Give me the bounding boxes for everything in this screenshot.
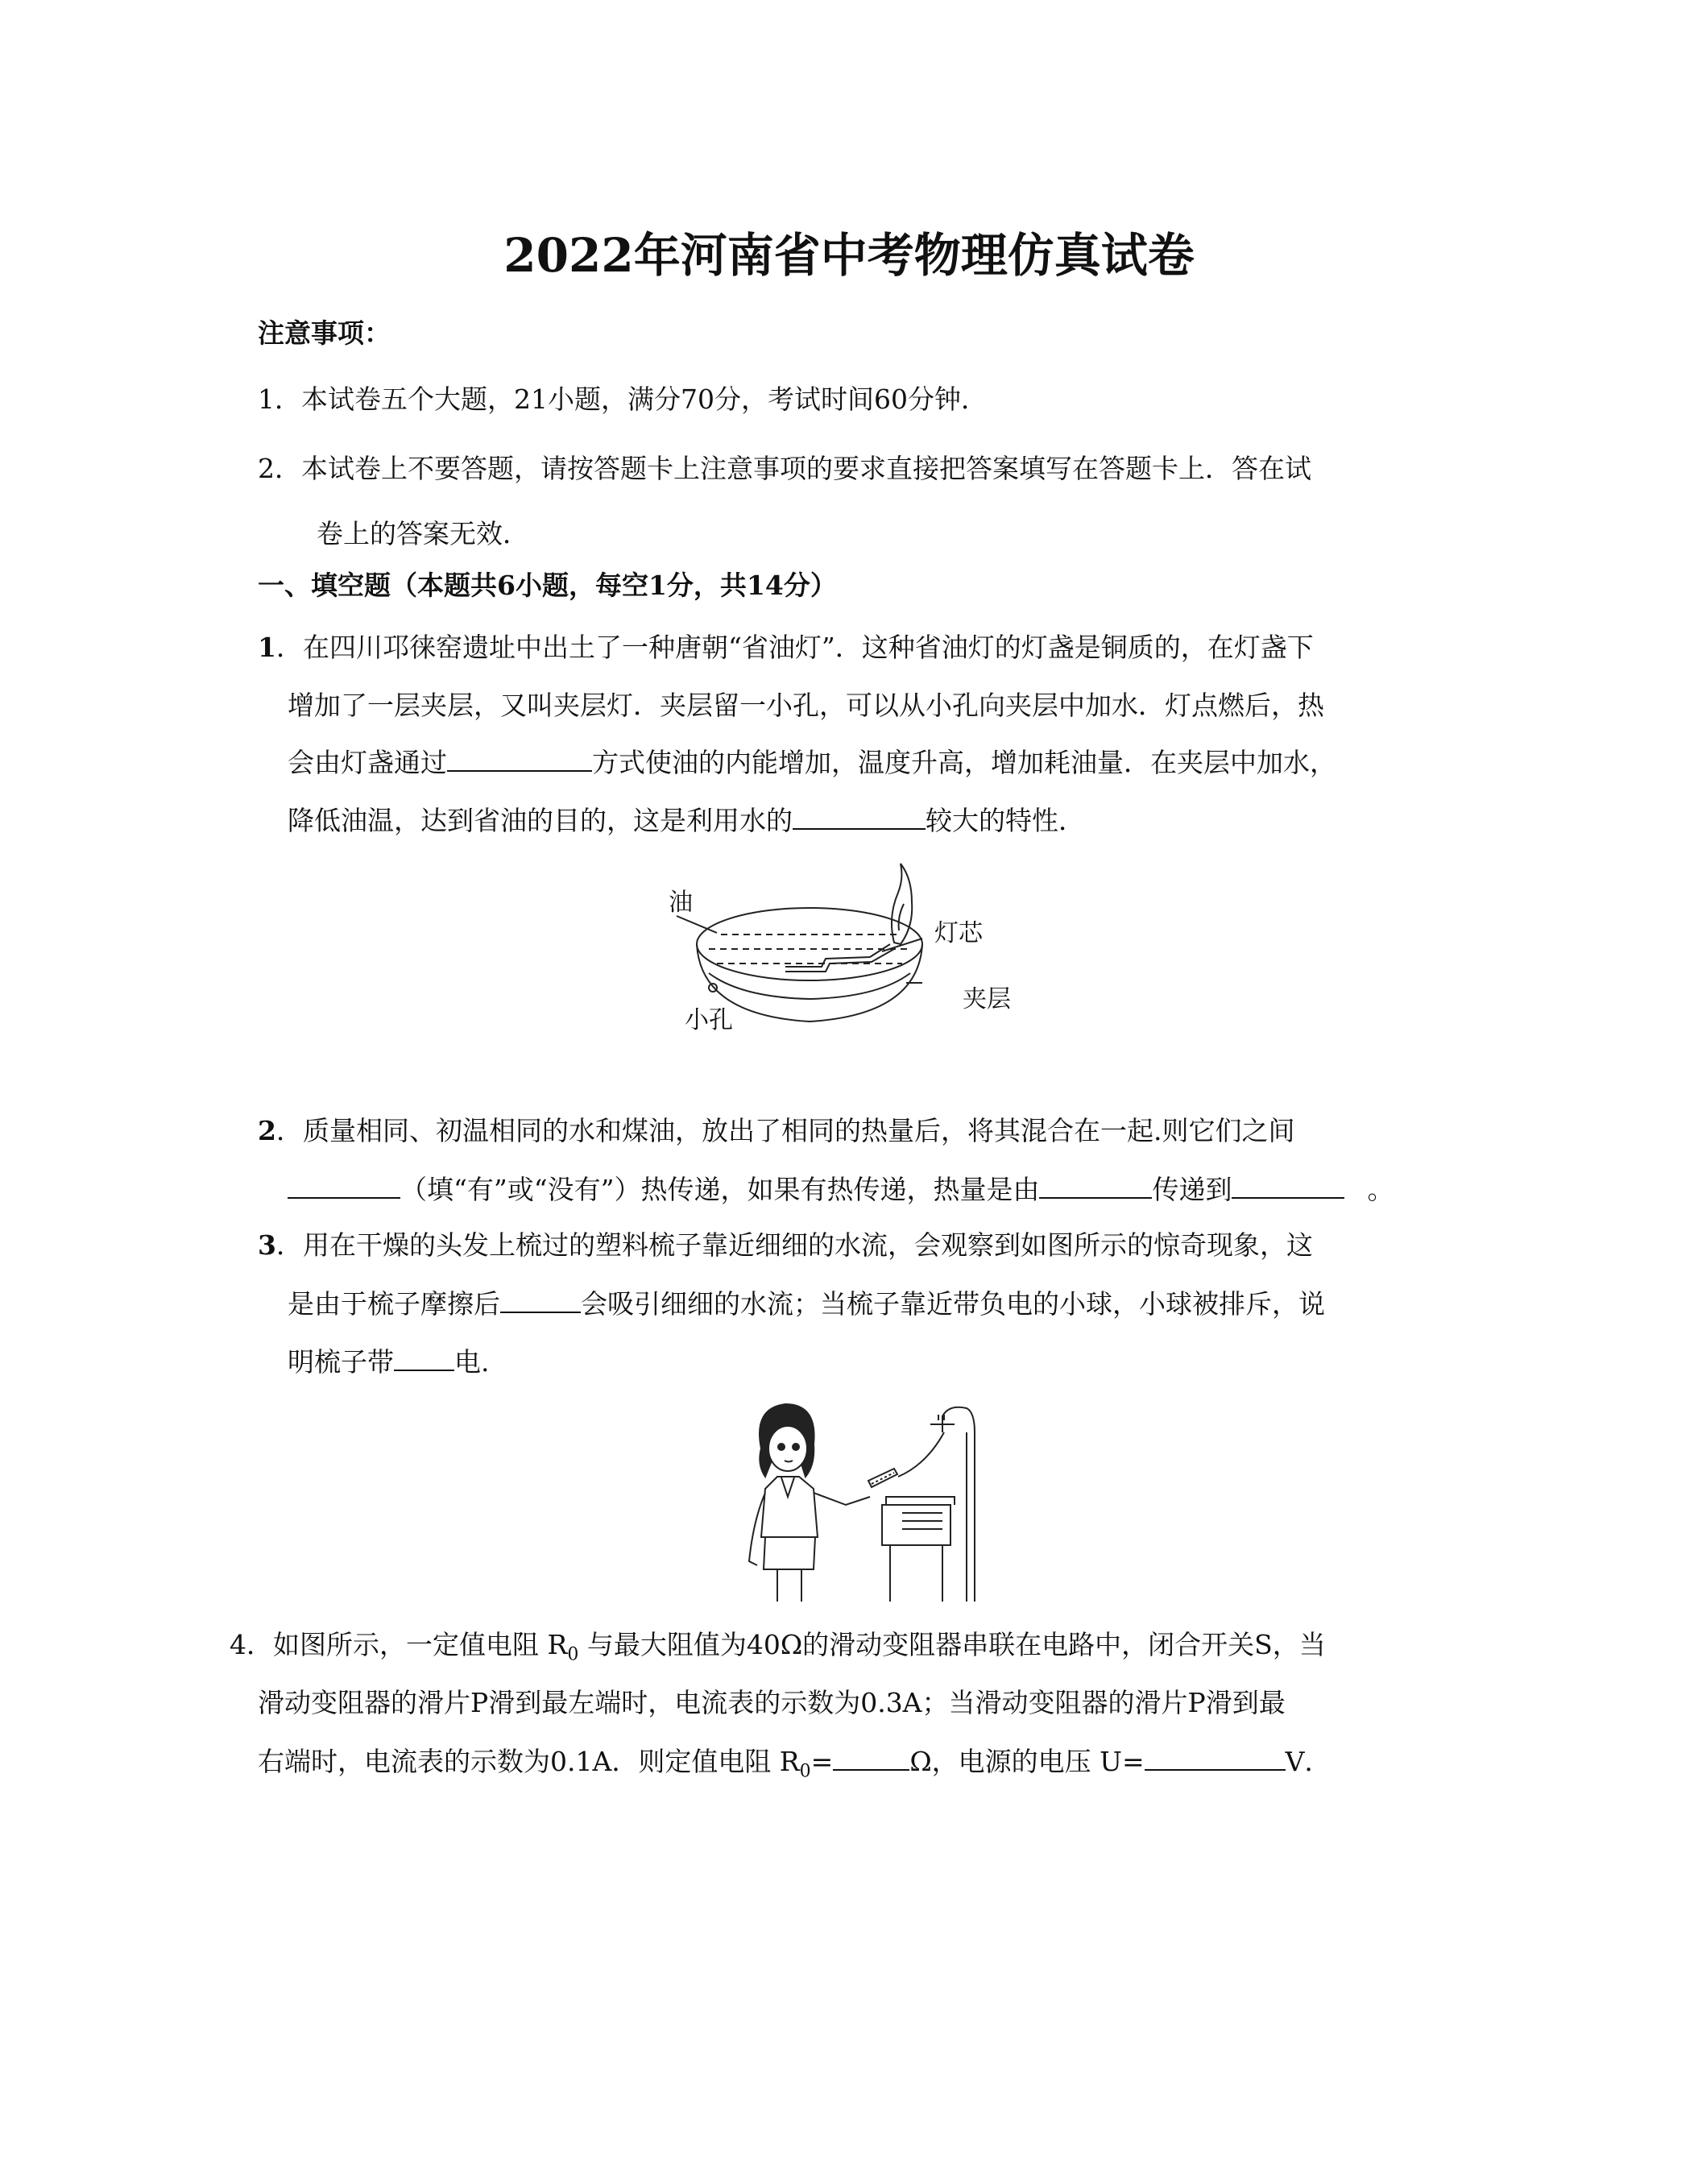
- q1-text-3a: 会由灯盏通过: [288, 747, 447, 778]
- notice-heading: 注意事项：: [258, 317, 391, 349]
- q1-text-4b: 较大的特性．: [926, 805, 1085, 836]
- q2-line-1: [258, 1115, 1294, 1147]
- q4-text-3d: V．: [1285, 1746, 1331, 1777]
- q1-text-3b: 方式使油的内能增加，温度升高，增加耗油量．在夹层中加水，: [592, 747, 1336, 778]
- q4-text-1b: 与最大阻值为40Ω的滑动变阻器串联在电路中，闭合开关S，当: [578, 1629, 1326, 1660]
- q4-sub-3: 0: [799, 1761, 811, 1782]
- q2-text-2b: 传递到: [1152, 1174, 1232, 1205]
- q1-blank-1[interactable]: [447, 746, 592, 772]
- notice-item-2-line-1: 2．本试卷上不要答题，请按答题卡上注意事项的要求直接把答案填写在答题卡上．答在试: [258, 453, 1311, 484]
- q1-line-2: 增加了一层夹层，又叫夹层灯．夹层留一小孔，可以从小孔向夹层中加水．灯点燃后，热: [288, 690, 1324, 721]
- q4-text-3a: 右端时，电流表的示数为0.1A．则定值电阻 R: [258, 1746, 800, 1777]
- label-layer: 夹层: [963, 985, 1011, 1013]
- q1-text-1: ．在四川邛徕窑遗址中出土了一种唐朝“省油灯”．这种省油灯的灯盏是铜质的，在灯盏下: [275, 632, 1314, 663]
- q2-number: 2: [258, 1115, 276, 1146]
- q2-blank-3[interactable]: [1232, 1173, 1344, 1199]
- q3-blank-2[interactable]: [394, 1345, 454, 1371]
- oil-lamp-figure: [661, 854, 1047, 1039]
- notice-item-1: 1．本试卷五个大题，21小题，满分70分，考试时间60分钟．: [258, 383, 988, 415]
- q3-text-3a: 明梳子带: [288, 1346, 394, 1378]
- section-1-heading: 一、填空题（本题共6小题，每空1分，共14分）: [258, 570, 837, 601]
- q3-number: 3: [258, 1229, 276, 1261]
- page-title: 2022年河南省中考物理仿真试卷: [503, 228, 1195, 283]
- q2-blank-1[interactable]: [288, 1173, 400, 1199]
- q4-text-1a: 4．如图所示，一定值电阻 R: [230, 1629, 568, 1660]
- q3-line-3: [288, 1345, 490, 1378]
- q3-text-1: ．用在干燥的头发上梳过的塑料梳子靠近细细的水流，会观察到如图所示的惊奇现象，这: [275, 1229, 1313, 1261]
- notice-item-2-line-2: 卷上的答案无效．: [317, 518, 529, 549]
- q4-line-3: [258, 1745, 1331, 1788]
- q4-line-1: [230, 1629, 1326, 1672]
- q3-text-2a: 是由于梳子摩擦后: [288, 1288, 500, 1320]
- label-hole: 小孔: [685, 1006, 733, 1034]
- q3-text-3b: 电.: [454, 1346, 490, 1378]
- q4-line-2: 滑动变阻器的滑片P滑到最左端时，电流表的示数为0.3A；当滑动变阻器的滑片P滑到最: [258, 1687, 1286, 1718]
- q1-line-3: [288, 746, 1336, 779]
- label-oil: 油: [669, 889, 693, 917]
- q1-blank-2[interactable]: [793, 804, 926, 830]
- comb-water-figure: [733, 1400, 1007, 1610]
- q4-text-3b: =: [810, 1746, 834, 1777]
- q3-line-1: [258, 1229, 1313, 1262]
- q1-line-1: [258, 632, 1314, 664]
- q2-blank-2[interactable]: [1039, 1173, 1152, 1199]
- q3-text-2b: 会吸引细细的水流；当梳子靠近带负电的小球，小球被排斥，说: [581, 1288, 1325, 1320]
- q3-line-2: [288, 1287, 1325, 1320]
- q1-text-4a: 降低油温，达到省油的目的，这是利用水的: [288, 805, 793, 836]
- q1-line-4: [288, 804, 1085, 837]
- q2-text-2c: 。: [1367, 1174, 1394, 1205]
- q4-blank-1[interactable]: [833, 1745, 909, 1771]
- q2-line-2: [288, 1173, 1394, 1206]
- q4-text-3c: Ω，电源的电压 U=: [909, 1746, 1145, 1777]
- label-wick: 灯芯: [934, 919, 983, 947]
- q1-number: 1: [258, 632, 276, 663]
- q2-text-1: ．质量相同、初温相同的水和煤油，放出了相同的热量后，将其混合在一起.则它们之间: [275, 1115, 1295, 1146]
- q4-blank-2[interactable]: [1145, 1745, 1286, 1771]
- q2-text-2a: （填“有”或“没有”）热传递，如果有热传递，热量是由: [400, 1174, 1040, 1205]
- q3-blank-1[interactable]: [500, 1287, 581, 1313]
- q4-sub-1: 0: [567, 1644, 579, 1665]
